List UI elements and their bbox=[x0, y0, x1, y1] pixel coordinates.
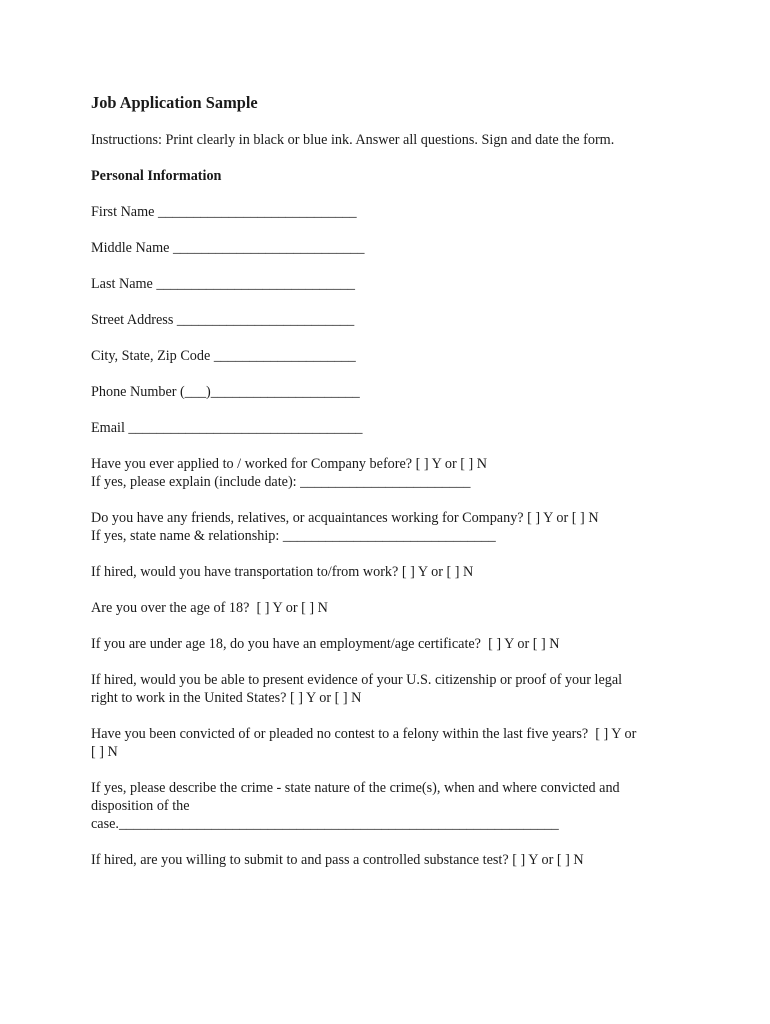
first-name-field[interactable]: First Name ____________________________ bbox=[91, 204, 357, 220]
phone-number-field[interactable]: Phone Number (___)_____________________ bbox=[91, 384, 360, 400]
question-friends-relatives-explain[interactable]: If yes, state name & relationship: ______________________________ bbox=[91, 528, 496, 544]
question-citizenship-line2[interactable]: right to work in the United States? [ ] Y or [ ] N bbox=[91, 690, 362, 706]
question-applied-before[interactable]: Have you ever applied to / worked for Company before? [ ] Y or [ ] N bbox=[91, 456, 488, 472]
instructions-text: Instructions: Print clearly in black or blue ink. Answer all questions. Sign and date the form. bbox=[91, 132, 615, 148]
middle-name-field[interactable]: Middle Name ___________________________ bbox=[91, 240, 365, 256]
question-crime-description-line2: disposition of the bbox=[91, 798, 190, 814]
question-felony-line2[interactable]: [ ] N bbox=[91, 744, 118, 760]
question-transportation[interactable]: If hired, would you have transportation to/from work? [ ] Y or [ ] N bbox=[91, 564, 474, 580]
email-field[interactable]: Email _________________________________ bbox=[91, 420, 363, 436]
street-address-field[interactable]: Street Address _________________________ bbox=[91, 312, 355, 328]
question-applied-before-explain[interactable]: If yes, please explain (include date): ________________________ bbox=[91, 474, 471, 490]
last-name-field[interactable]: Last Name ____________________________ bbox=[91, 276, 356, 292]
question-crime-description-line3[interactable]: case.______________________________________________________________ bbox=[91, 816, 559, 832]
question-friends-relatives[interactable]: Do you have any friends, relatives, or acquaintances working for Company? [ ] Y or [ ] N bbox=[91, 510, 599, 526]
question-substance-test[interactable]: If hired, are you willing to submit to and pass a controlled substance test? [ ] Y or [ ] N bbox=[91, 852, 584, 868]
question-crime-description-line1: If yes, please describe the crime - state nature of the crime(s), when and where convicted and bbox=[91, 780, 620, 796]
question-age-certificate[interactable]: If you are under age 18, do you have an employment/age certificate? [ ] Y or [ ] N bbox=[91, 636, 560, 652]
document-title: Job Application Sample bbox=[91, 93, 258, 112]
question-citizenship-line1: If hired, would you be able to present evidence of your U.S. citizenship or proof of your legal bbox=[91, 672, 623, 688]
section-heading-personal-information: Personal Information bbox=[91, 168, 222, 184]
question-felony-line1[interactable]: Have you been convicted of or pleaded no contest to a felony within the last five years? [ ] Y or bbox=[91, 726, 637, 742]
question-over-18[interactable]: Are you over the age of 18? [ ] Y or [ ] N bbox=[91, 600, 328, 616]
city-state-zip-field[interactable]: City, State, Zip Code ____________________ bbox=[91, 348, 356, 364]
